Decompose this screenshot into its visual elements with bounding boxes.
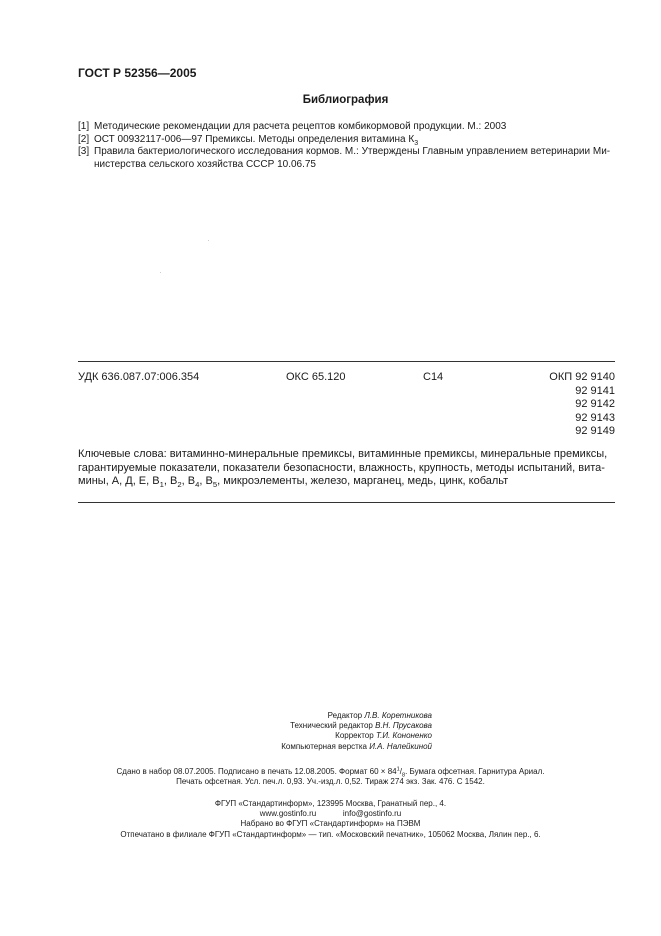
print-details-line2: Печать офсетная. Усл. печ.л. 0,93. Уч.-изд.л. 0,52. Тираж 274 экз. Зак. 476. С 1542. [176,777,485,787]
okp-code: 92 9140 [575,371,615,383]
publisher-typeset: Набрано во ФГУП «Стандартинформ» на ПЭВМ [240,819,421,829]
keywords-line: гарантируемые показатели, показатели безопасности, влажность, крупность, методы испытаний, вита- [78,461,605,474]
credit-editor: Редактор Л.В. Коретникова [327,711,432,720]
bibliography-item-text-line1: Правила бактериологического исследования кормов. М.: Утверждены Главным управлением ветеринарии Ми- [94,146,611,157]
okp-code: 92 9149 [575,425,615,437]
udk-code: УДК 636.087.07:006.354 [78,371,200,383]
keywords-block [78,448,615,489]
editorial-credits [0,711,432,752]
keywords-line: мины, А, Д, Е, $В_1$, $В_2$, $В_4$, $В_5$, микроэлементы, железо, марганец, медь, цинк, кобальт [78,475,509,490]
okp-label: ОКП [549,371,573,383]
group-code: С14 [423,371,444,383]
print-details-line1: Сдано в набор 08.07.2005. Подписано в печать 12.08.2005. Формат $60 \times 84^1/_8$. Бумага офсетная. Гарнитура Ариал. [116,766,545,779]
bibliography-item-text: ОСТ 00932117-006—97 Премиксы. Методы определения витамина К [94,134,415,145]
bibliography-item-1 [78,120,506,133]
scan-speck [208,240,209,241]
credit-tech-editor: Технический редактор В.Н. Прусакова [290,721,432,731]
bibliography-item-3 [78,145,610,171]
publisher-email: info@gostinfo.ru [342,809,402,819]
credit-corrector: Корректор Т.И. Кононенко [335,731,432,741]
publisher-printed: Отпечатано в филиале ФГУП «Стандартинформ» — тип. «Московский печатник», 105062 Москва, Лялин пер., 6. [120,829,541,839]
publisher-address: ФГУП «Стандартинформ», 123995 Москва, Гранатный пер., 4. [214,799,447,808]
okp-code: 92 9143 [575,411,615,424]
bibliography-item-text-line2: нистерства сельского хозяйства СССР 10.06.75 [94,159,316,170]
okp-code: 92 9142 [575,398,615,410]
bibliography-item-number: [2] [78,134,90,145]
publisher-info [0,799,661,840]
document-code: ГОСТ Р 52356—2005 [78,66,197,80]
okp-block [549,371,615,439]
bibliography-item-number: [3] [78,146,90,157]
publisher-website: www.gostinfo.ru [259,809,317,819]
oks-code: ОКС 65.120 [286,371,346,383]
okp-code: 92 9141 [575,384,615,397]
print-details [0,767,661,787]
divider-top [78,361,615,362]
scan-speck [160,272,161,273]
bibliography-title: Библиография [302,94,389,106]
credit-layout: Компьютерная верстка И.А. Налейкиной [281,741,432,751]
bibliography-item-text: Методические рекомендации для расчета рецептов комбикормовой продукции. М.: 2003 [94,121,507,132]
keywords-line: Ключевые слова: витаминно-минеральные премиксы, витаминные премиксы, минеральные премиксы, [78,448,608,460]
divider-bottom [78,502,615,503]
publisher-contacts [0,809,661,819]
subscript: 3 [414,140,419,147]
bibliography-item-number: [1] [78,121,90,132]
